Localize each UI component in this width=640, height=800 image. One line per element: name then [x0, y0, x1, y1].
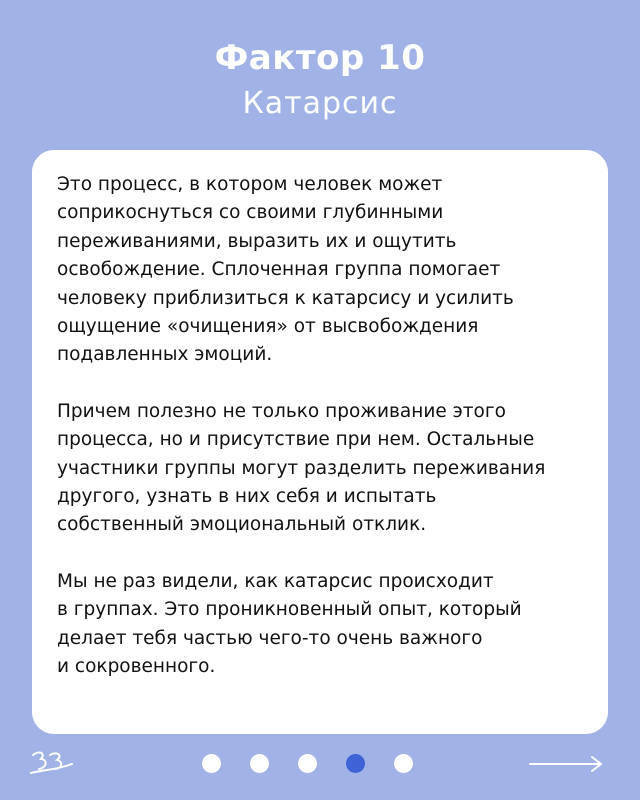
page-dot-1[interactable]: [202, 754, 221, 773]
page-dot-2[interactable]: [250, 754, 269, 773]
page-subtitle: Катарсис: [242, 86, 398, 121]
page-dot-5[interactable]: [394, 754, 413, 773]
paragraph-1: Это процесс, в котором человек может соприкоснуться со своими глубинными переживаниями, выразить их и ощутить освобождение. Сплоченная группа помогает человеку приблизиться к катарсису и усилить ощущение «очищения» от высвобождения подавленных эмоций.: [57, 174, 514, 366]
brand-logo-icon: [30, 749, 74, 777]
page-dot-4[interactable]: [346, 754, 365, 773]
paragraph-2: Причем полезно не только проживание этого процесса, но и присутствие при нем. Остальные участники группы могут разделить переживания другого, узнать в них себя и испытать собственный эмоциональный отклик.: [57, 400, 546, 536]
page-dot-3[interactable]: [298, 754, 317, 773]
paragraph-3: Мы не раз видели, как катарсис происходит в группах. Это проникновенный опыт, который делает тебя частью чего-то очень важного и сокровенного.: [57, 570, 522, 678]
pagination-dots: [202, 754, 413, 774]
page-title: Фактор 10: [214, 38, 426, 78]
content-card: [32, 150, 608, 734]
arrow-right-icon[interactable]: [528, 755, 604, 773]
